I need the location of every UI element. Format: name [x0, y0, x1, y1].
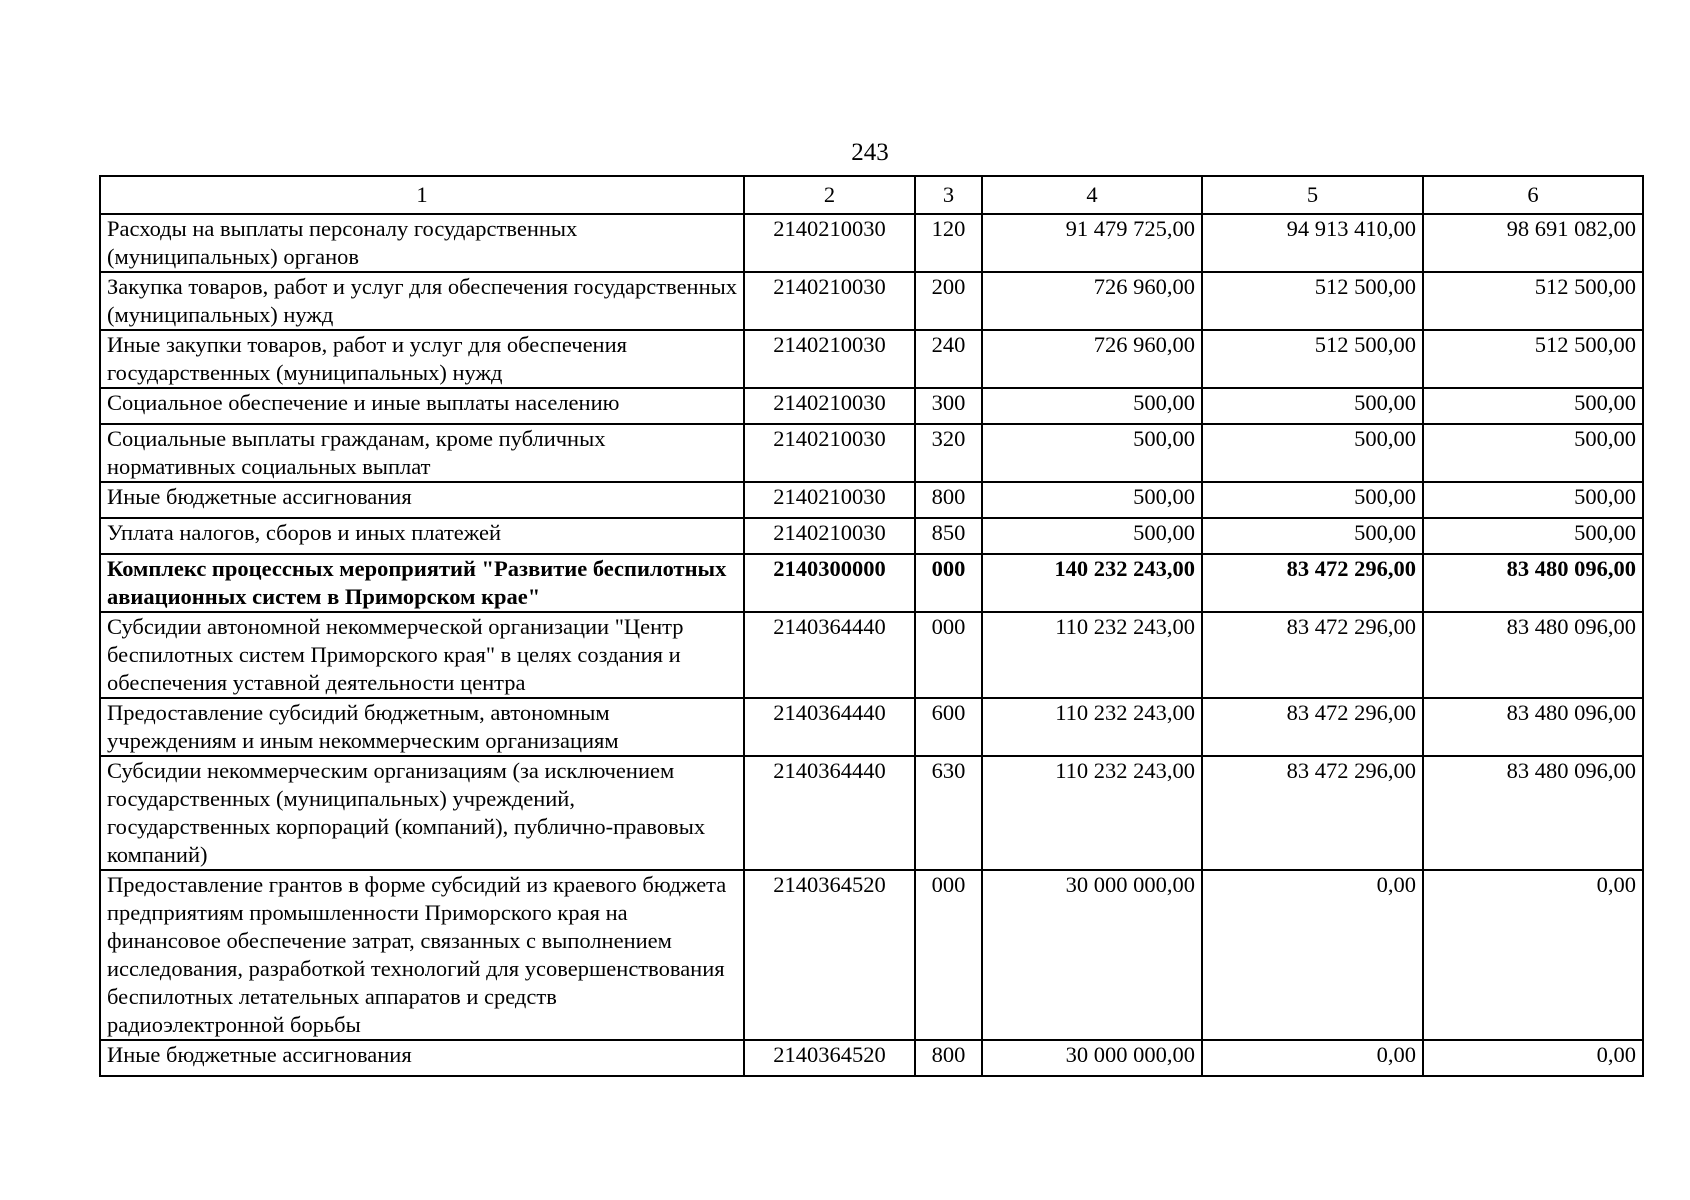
- row-code: 2140364440: [744, 698, 915, 756]
- row-code: 2140364520: [744, 1040, 915, 1076]
- table-body: [100, 214, 1643, 1076]
- row-name: Предоставление субсидий бюджетным, автономным учреждениям и иным некоммерческим организациям: [100, 698, 744, 756]
- row-value-5: 83 472 296,00: [1202, 612, 1423, 698]
- row-value-4: 110 232 243,00: [982, 612, 1202, 698]
- row-kind: 800: [915, 482, 982, 518]
- row-code: 2140210030: [744, 424, 915, 482]
- row-name: Социальные выплаты гражданам, кроме публичных нормативных социальных выплат: [100, 424, 744, 482]
- row-kind: 320: [915, 424, 982, 482]
- row-value-6: 512 500,00: [1423, 272, 1643, 330]
- row-value-4: 110 232 243,00: [982, 698, 1202, 756]
- row-name: Предоставление грантов в форме субсидий из краевого бюджета предприятиям промышленности Приморского края на финансовое обеспечение затрат, связанных с выполнением исследования, разработкой технологий для усовершенствования беспилотных летательных аппаратов и средств радиоэлектронной борьбы: [100, 870, 744, 1040]
- row-value-6: 512 500,00: [1423, 330, 1643, 388]
- row-value-6: 83 480 096,00: [1423, 554, 1643, 612]
- row-code: 2140300000: [744, 554, 915, 612]
- table-row: [100, 698, 1643, 756]
- row-value-5: 500,00: [1202, 388, 1423, 424]
- header-col-6: 6: [1423, 176, 1643, 214]
- row-value-4: 500,00: [982, 482, 1202, 518]
- table-row: [100, 518, 1643, 554]
- row-name: Социальное обеспечение и иные выплаты населению: [100, 388, 744, 424]
- row-value-5: 500,00: [1202, 482, 1423, 518]
- row-value-5: 512 500,00: [1202, 330, 1423, 388]
- row-code: 2140210030: [744, 330, 915, 388]
- table-row: [100, 870, 1643, 1040]
- table-row: [100, 388, 1643, 424]
- row-value-4: 500,00: [982, 424, 1202, 482]
- header-col-1: 1: [100, 176, 744, 214]
- table-row: [100, 1040, 1643, 1076]
- table-row: [100, 756, 1643, 870]
- row-code: 2140210030: [744, 272, 915, 330]
- row-value-6: 500,00: [1423, 388, 1643, 424]
- row-kind: 630: [915, 756, 982, 870]
- row-value-6: 0,00: [1423, 870, 1643, 1040]
- row-value-4: 726 960,00: [982, 330, 1202, 388]
- row-value-4: 30 000 000,00: [982, 1040, 1202, 1076]
- row-name: Иные бюджетные ассигнования: [100, 1040, 744, 1076]
- row-kind: 120: [915, 214, 982, 272]
- row-kind: 300: [915, 388, 982, 424]
- row-kind: 200: [915, 272, 982, 330]
- row-value-6: 83 480 096,00: [1423, 612, 1643, 698]
- row-name: Расходы на выплаты персоналу государственных (муниципальных) органов: [100, 214, 744, 272]
- row-name: Иные бюджетные ассигнования: [100, 482, 744, 518]
- row-value-5: 512 500,00: [1202, 272, 1423, 330]
- header-col-2: 2: [744, 176, 915, 214]
- row-value-5: 83 472 296,00: [1202, 756, 1423, 870]
- row-kind: 000: [915, 870, 982, 1040]
- row-value-6: 0,00: [1423, 1040, 1643, 1076]
- table-row: [100, 214, 1643, 272]
- row-kind: 000: [915, 612, 982, 698]
- row-value-6: 98 691 082,00: [1423, 214, 1643, 272]
- row-value-4: 726 960,00: [982, 272, 1202, 330]
- row-code: 2140210030: [744, 482, 915, 518]
- row-value-4: 500,00: [982, 388, 1202, 424]
- row-value-6: 83 480 096,00: [1423, 756, 1643, 870]
- row-code: 2140364520: [744, 870, 915, 1040]
- row-kind: 600: [915, 698, 982, 756]
- row-code: 2140364440: [744, 756, 915, 870]
- header-row: [100, 176, 1643, 214]
- row-name: Уплата налогов, сборов и иных платежей: [100, 518, 744, 554]
- table-row: [100, 330, 1643, 388]
- row-value-4: 110 232 243,00: [982, 756, 1202, 870]
- row-code: 2140210030: [744, 214, 915, 272]
- row-value-5: 83 472 296,00: [1202, 698, 1423, 756]
- row-kind: 850: [915, 518, 982, 554]
- row-kind: 240: [915, 330, 982, 388]
- row-name: Закупка товаров, работ и услуг для обеспечения государственных (муниципальных) нужд: [100, 272, 744, 330]
- row-value-5: 0,00: [1202, 1040, 1423, 1076]
- header-col-4: 4: [982, 176, 1202, 214]
- row-value-5: 500,00: [1202, 518, 1423, 554]
- row-value-4: 140 232 243,00: [982, 554, 1202, 612]
- table-row: [100, 272, 1643, 330]
- row-value-4: 30 000 000,00: [982, 870, 1202, 1040]
- row-value-5: 83 472 296,00: [1202, 554, 1423, 612]
- row-value-5: 94 913 410,00: [1202, 214, 1423, 272]
- row-value-6: 500,00: [1423, 482, 1643, 518]
- table-row: [100, 424, 1643, 482]
- row-value-5: 0,00: [1202, 870, 1423, 1040]
- row-name: Субсидии некоммерческим организациям (за исключением государственных (муниципальных) учреждений, государственных корпораций (компаний), публично-правовых компаний): [100, 756, 744, 870]
- row-kind: 000: [915, 554, 982, 612]
- table-row: [100, 482, 1643, 518]
- row-value-4: 500,00: [982, 518, 1202, 554]
- header-col-5: 5: [1202, 176, 1423, 214]
- table-row: [100, 612, 1643, 698]
- page-number: 243: [851, 139, 889, 166]
- table-header: [100, 176, 1643, 214]
- row-value-6: 500,00: [1423, 424, 1643, 482]
- row-name: Иные закупки товаров, работ и услуг для обеспечения государственных (муниципальных) нужд: [100, 330, 744, 388]
- row-code: 2140210030: [744, 388, 915, 424]
- header-col-3: 3: [915, 176, 982, 214]
- row-value-6: 500,00: [1423, 518, 1643, 554]
- row-kind: 800: [915, 1040, 982, 1076]
- row-value-4: 91 479 725,00: [982, 214, 1202, 272]
- row-name: Субсидии автономной некоммерческой организации "Центр беспилотных систем Приморского края" в целях создания и обеспечения уставной деятельности центра: [100, 612, 744, 698]
- row-code: 2140364440: [744, 612, 915, 698]
- row-value-6: 83 480 096,00: [1423, 698, 1643, 756]
- row-code: 2140210030: [744, 518, 915, 554]
- table-row-subtotal: [100, 554, 1643, 612]
- row-name: Комплекс процессных мероприятий "Развитие беспилотных авиационных систем в Приморском крае": [100, 554, 744, 612]
- row-value-5: 500,00: [1202, 424, 1423, 482]
- budget-table: [99, 175, 1644, 1077]
